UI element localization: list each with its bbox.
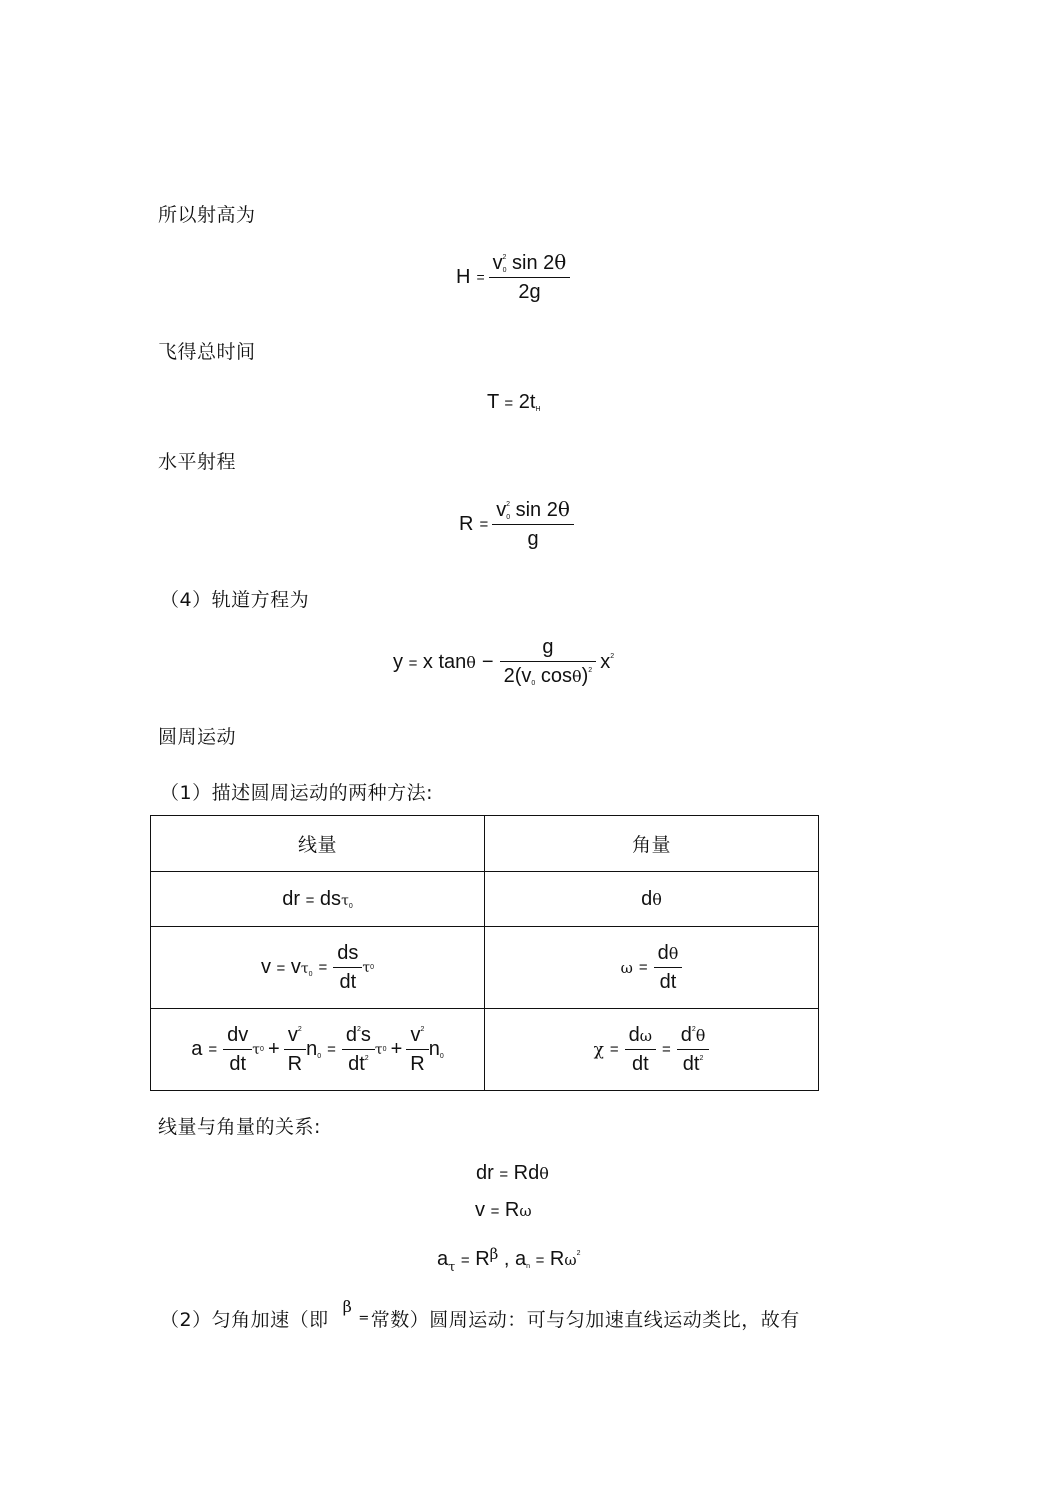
text-trajectory-intro: （4）轨道方程为: [160, 589, 310, 611]
cell-linear-acceleration: a = $\frac{dv}{dt}$ τ 0 + $\frac{v^2}{R}$ $n_0$ = $\frac{d^2s}{dt^2}$ τ 0 + $\frac{v^2}{R}$ $n_0$: [151, 1009, 485, 1091]
cell-angular-acceleration: χ = $\frac{d\omega}{dt}$ = $\frac{d^2\theta}{dt^2}$: [485, 1009, 819, 1091]
cell-linear-velocity: $v = v\tau_0$ = $\frac{ds}{dt}$ τ 0: [151, 927, 485, 1009]
table-header-angular: 角量: [485, 816, 819, 872]
beta-symbol: β: [342, 1297, 353, 1316]
cell-angular-displacement: dθ: [485, 872, 819, 927]
cell-angular-velocity: ω = $\frac{d\theta}{dt}$: [485, 927, 819, 1009]
text-uniform-post: 常数）圆周运动：可与匀加速直线运动类比，故有: [370, 1309, 800, 1331]
formula-max-height: H = $\frac{v_0^2 \sin 2\theta}{2g}$: [456, 250, 570, 304]
text-relation-intro: 线量与角量的关系:: [158, 1116, 321, 1138]
cell-linear-displacement: dr = dsτ$_0$: [151, 872, 485, 927]
formula-tangential-normal-acceleration: $a_\tau = R^\beta$ , $a_n = R\omega^2$: [437, 1245, 581, 1275]
formula-dr-rdtheta: dr = Rdθ: [476, 1162, 549, 1184]
section-heading-circular-motion: 圆周运动: [158, 726, 237, 748]
text-height-intro: 所以射高为: [158, 204, 256, 226]
text-time-intro: 飞得总时间: [158, 341, 256, 363]
formula-trajectory: y = x tanθ − $\frac{g}{2(v_0 \cos\theta)^2}$ $x^2$: [393, 636, 615, 687]
text-uniform-pre: （2）匀角加速（即: [160, 1309, 329, 1331]
text-two-methods-intro: （1）描述圆周运动的两种方法:: [160, 782, 433, 804]
text-uniform-angular-acceleration: （2）匀角加速（即 β = 常数）圆周运动：可与匀加速直线运动类比，故有: [160, 1297, 800, 1331]
formula-v-romega: v = Rω: [475, 1199, 532, 1221]
table-header-linear: 线量: [151, 816, 485, 872]
text-horizontal-range-intro: 水平射程: [158, 451, 237, 473]
formula-horizontal-range: R = $\frac{v_0^2 \sin 2\theta}{g}$: [459, 497, 574, 551]
formula-total-time: $T = 2t_H$: [487, 391, 541, 413]
circular-motion-methods-table: [150, 815, 819, 1091]
